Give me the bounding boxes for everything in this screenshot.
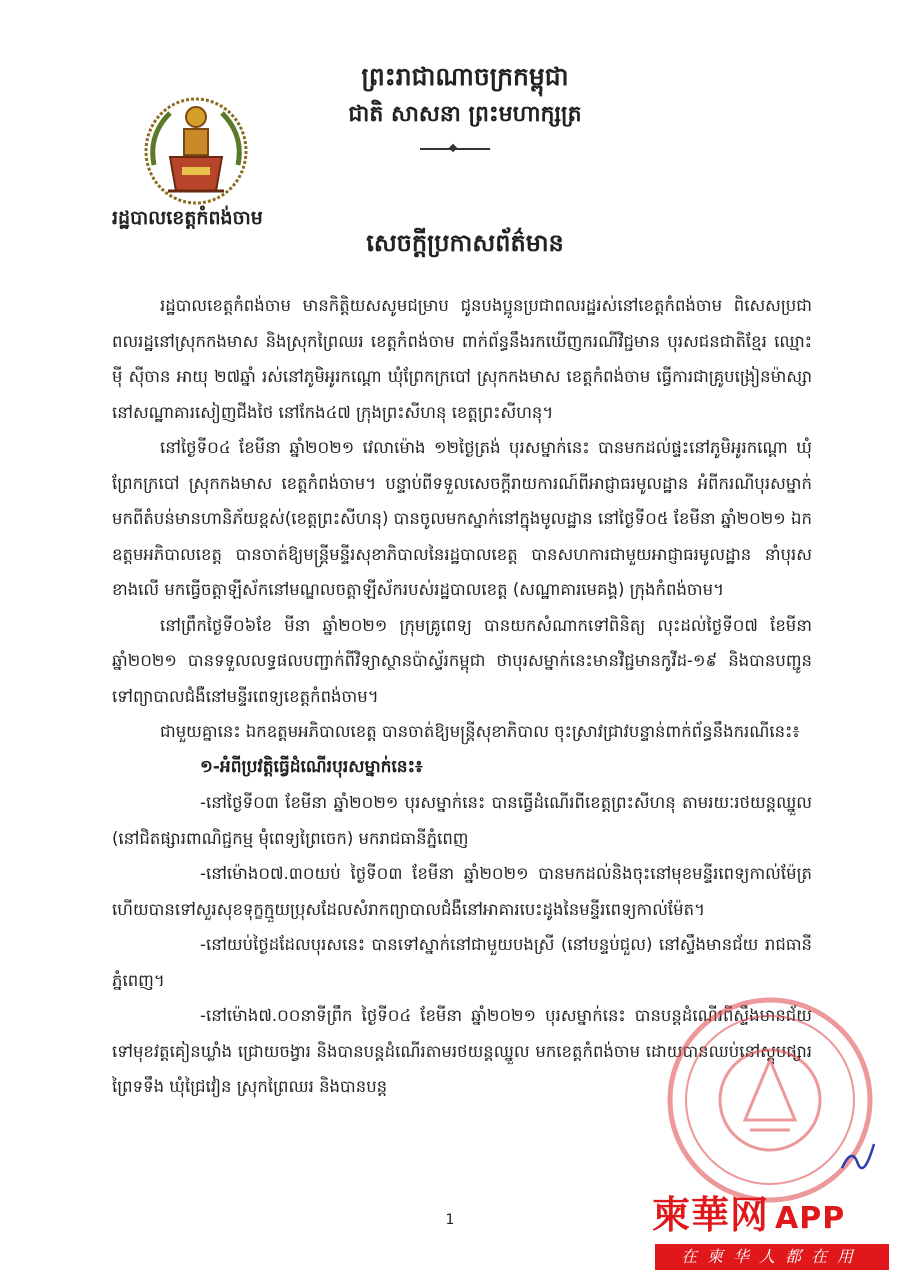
header-divider	[420, 148, 490, 150]
kingdom-heading: ព្រះរាជាណាចក្រកម្ពុជា	[361, 62, 569, 91]
travel-item-4: -នៅម៉ោង៧.០០នាទីព្រឹក ថ្ងៃទី០៤ ខែមីនា ឆ្នាំ២០២១ បុរសម្នាក់នេះ បានបន្តដំណើរពីស្ទឹងមានជ័យ ទៅមុខវត្តគៀនឃ្លាំង ជ្រោយចង្វារ និងបានបន្តដំណើរតាមរថយន្តឈ្នួល មកខេត្តកំពង់ចាម ដោយបានឈប់នៅស្តុបផ្សារព្រៃទទឹង ឃុំជ្រៃវៀន ស្រុកព្រៃឈរ និងបានបន្ត	[112, 1006, 812, 1096]
provincial-emblem-icon	[140, 95, 252, 207]
document-body	[112, 288, 812, 1105]
national-motto: ជាតិ សាសនា ព្រះមហាក្សត្រ	[348, 102, 582, 127]
paragraph-intro: រដ្ឋបាលខេត្តកំពង់ចាម មានកិត្តិយសសូមជម្រាប ជូនបងប្អូនប្រជាពលរដ្ឋរស់នៅខេត្តកំពង់ចាម ពិសេសប្រជាពលរដ្ឋនៅស្រុកកងមាស និងស្រុកព្រៃឈរ ខេត្តកំពង់ចាម ពាក់ព័ន្ធនឹងរកឃើញករណីវិជ្ជមាន បុរសជនជាតិខ្មែរ ឈ្មោះ ម៉ី ស៊ីចាន អាយុ ២៧ឆ្នាំ រស់នៅភូមិអូរកណ្ដោ ឃុំព្រែកក្របៅ ស្រុកកងមាស ខេត្តកំពង់ចាម ធ្វើការជាគ្រូបង្រៀនម៉ាស្សា នៅសណ្ឋាគារសៀញជីងថៃ នៅកែង៤៧ ក្រុងព្រះសីហនុ ខេត្តព្រះសីហនុ។	[112, 296, 812, 422]
paragraph-investigation: ជាមួយគ្នានេះ ឯកឧត្តមអភិបាលខេត្ត បានចាត់ឱ្យមន្ត្រីសុខាភិបាល ចុះស្រាវជ្រាវបន្ទាន់ពាក់ព័ន្ធនឹងករណីនេះ៖	[160, 722, 800, 741]
travel-item-3: -នៅយប់ថ្ងៃដដែលបុរសនេះ បានទៅស្នាក់នៅជាមួយបងស្រី (នៅបន្ទប់ជួល) នៅស្ទឹងមានជ័យ រាជធានីភ្នំពេញ។	[112, 935, 812, 990]
watermark-logo	[652, 1194, 892, 1236]
watermark-logo-suffix: APP	[775, 1201, 846, 1236]
watermark-tagline: 在柬华人都在用	[655, 1244, 889, 1270]
watermark-logo-text: 柬華网	[652, 1193, 770, 1237]
signature-mark-icon	[838, 1138, 878, 1178]
travel-item-1: -នៅថ្ងៃទី០៣ ខែមីនា ឆ្នាំ២០២១ បុរសម្នាក់នេះ បានធ្វើដំណើរពីខេត្តព្រះសីហនុ តាមរយៈរថយន្តឈ្នួល (នៅជិតផ្សារពាណិជ្ជកម្ម ម៉ុំពេទ្យព្រៃចេក) មករាជធានីភ្នំពេញ	[112, 793, 812, 848]
paragraph-test-result: នៅព្រឹកថ្ងៃទី០៦ខែ មីនា ឆ្នាំ២០២១ ក្រុមគ្រូពេទ្យ បានយកសំណាកទៅពិនិត្យ លុះដល់ថ្ងៃទី០៧ ខែមីនា ឆ្នាំ២០២១ បានទទួលលទ្ធផលបញ្ជាក់ពីវិទ្យាស្ថានប៉ាស្ទ័រកម្ពុជា ថាបុរសម្នាក់នេះមានវិជ្ជមានកូវីដ-១៩ និងបានបញ្ជូនទៅព្យាបាលជំងឺនៅមន្ទីរពេទ្យខេត្តកំពង់ចាម។	[112, 615, 812, 706]
travel-item-2: -នៅម៉ោង០៧.៣០យប់ ថ្ងៃទី០៣ ខែមីនា ឆ្នាំ២០២១ បានមកដល់និងចុះនៅមុខមន្ទីរពេទ្យកាល់ម៉ែត្រ ហើយបានទៅសួរសុខទុក្ខក្មួយប្រុសដែលសំរាកព្យាបាលជំងឺនៅអាគារបេះដូងនៃមន្ទីរពេទ្យកាល់ម៉ែត។	[112, 864, 812, 919]
document-title: សេចក្តីប្រកាសព័ត៌មាន	[366, 229, 564, 257]
page-number: 1	[445, 1212, 455, 1228]
section-heading-travel-history: ១-អំពីប្រវត្តិធ្វើដំណើរបុរសម្នាក់នេះ៖	[200, 756, 423, 777]
agency-name: រដ្ឋបាលខេត្តកំពង់ចាម	[112, 207, 263, 229]
paragraph-arrival: នៅថ្ងៃទី០៤ ខែមីនា ឆ្នាំ២០២១ វេលាម៉ោង ១២ថ្ងៃត្រង់ បុរសម្នាក់នេះ បានមកដល់ផ្ទះនៅភូមិអូរកណ្ដោ ឃុំព្រែកក្របៅ ស្រុកកងមាស ខេត្តកំពង់ចាម។ បន្ទាប់ពីទទួលសេចក្ដីរាយការណ៍ពីអាជ្ញាធរមូលដ្ឋាន អំពីករណីបុរសម្នាក់ មកពីតំបន់មានហានិភ័យខ្ពស់(ខេត្តព្រះសីហនុ) បានចូលមកស្នាក់នៅក្នុងមូលដ្ឋាន នៅថ្ងៃទី០៥ ខែមីនា ឆ្នាំ២០២១ ឯកឧត្តមអភិបាលខេត្ត បានចាត់ឱ្យមន្ត្រីមន្ទីរសុខាភិបាលនៃរដ្ឋបាលខេត្ត បានសហការជាមួយអាជ្ញាធរមូលដ្ឋាន នាំបុរសខាងលើ មកធ្វើចត្តាឡីស័កនៅមណ្ឌលចត្តាឡីស័ករបស់រដ្ឋបាលខេត្ត (សណ្ឋាគារមេគង្គ) ក្រុងកំពង់ចាម។	[112, 438, 812, 599]
